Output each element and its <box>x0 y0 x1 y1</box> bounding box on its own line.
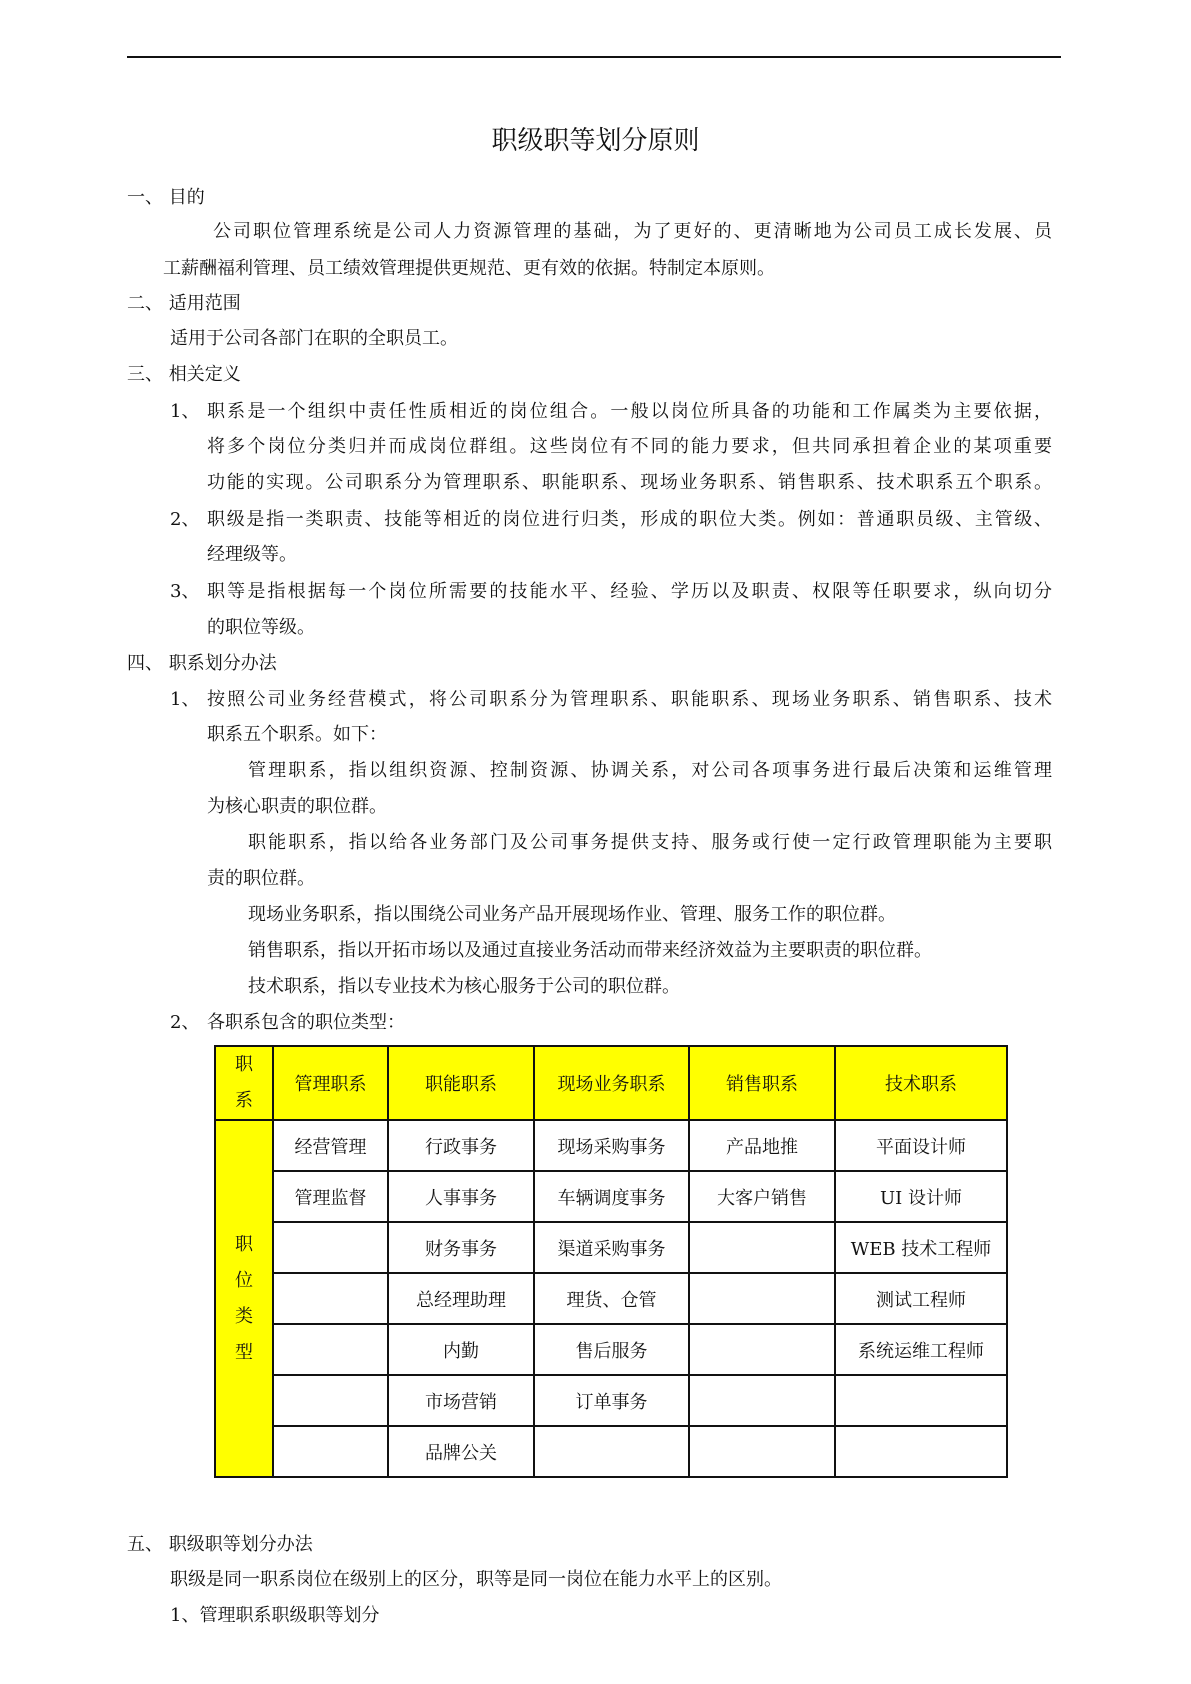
table-cell <box>534 1426 689 1477</box>
section-1-paragraph-line-2: 工薪酬福利管理、员工绩效管理提供更规范、更有效的依据。特制定本原则。 <box>163 258 775 279</box>
table-cell: 财务事务 <box>388 1222 534 1273</box>
table-row <box>215 1222 1007 1273</box>
section-5-item-1: 1、管理职系职级职等划分 <box>170 1605 380 1626</box>
table-cell: 经营管理 <box>273 1120 388 1171</box>
section-2-heading: 二、 适用范围 <box>127 293 241 314</box>
section-3-item-1-line-2: 将多个岗位分类归并而成岗位群组。这些岗位有不同的能力要求，但共同承担着企业的某项重要 <box>207 436 1052 457</box>
page-title: 职级职等划分原则 <box>491 126 700 156</box>
table-cell: 大客户销售 <box>689 1171 835 1222</box>
section-5-heading: 五、 职级职等划分办法 <box>127 1534 313 1555</box>
section-3-item-2-line-2: 经理级等。 <box>207 544 297 565</box>
table-row <box>215 1120 1007 1171</box>
section-2-paragraph: 适用于公司各部门在职的全职员工。 <box>170 328 458 349</box>
section-3-item-1-line-1: 职系是一个组织中责任性质相近的岗位组合。一般以岗位所具备的功能和工作属类为主要依据， <box>207 401 1052 422</box>
table-cell <box>689 1324 835 1375</box>
section-4-definition-sales: 销售职系，指以开拓市场以及通过直接业务活动而带来经济效益为主要职责的职位群。 <box>248 940 932 961</box>
table-row <box>215 1273 1007 1324</box>
table-cell <box>273 1426 388 1477</box>
section-3-item-2-line-1: 职级是指一类职责、技能等相近的岗位进行归类，形成的职位大类。例如：普通职员级、主管级、 <box>207 509 1052 530</box>
table-corner-label: 职 系 <box>235 1054 253 1111</box>
table-cell: 管理监督 <box>273 1171 388 1222</box>
table-cell: 车辆调度事务 <box>534 1171 689 1222</box>
table-cell: 总经理助理 <box>388 1273 534 1324</box>
table-cell: 产品地推 <box>689 1120 835 1171</box>
column-header: 技术职系 <box>835 1046 1007 1120</box>
section-3-heading: 三、 相关定义 <box>127 364 241 385</box>
table-cell: 内勤 <box>388 1324 534 1375</box>
table-cell: 现场采购事务 <box>534 1120 689 1171</box>
section-5-paragraph: 职级是同一职系岗位在级别上的区分，职等是同一岗位在能力水平上的区别。 <box>170 1569 782 1590</box>
table-cell: 测试工程师 <box>835 1273 1007 1324</box>
table-cell <box>273 1222 388 1273</box>
column-header: 职能职系 <box>388 1046 534 1120</box>
column-header: 销售职系 <box>689 1046 835 1120</box>
section-4-item-1-number: 1、 <box>170 689 200 710</box>
table-corner-cell <box>215 1046 273 1120</box>
section-4-item-1-line-2: 职系五个职系。如下： <box>207 724 387 745</box>
table-cell: 理货、仓管 <box>534 1273 689 1324</box>
section-3-item-3-line-2: 的职位等级。 <box>207 617 315 638</box>
section-4-item-2-number: 2、 <box>170 1012 200 1033</box>
job-family-table <box>214 1045 1008 1478</box>
section-1-heading: 一、 目的 <box>127 187 205 208</box>
section-3-item-1-number: 1、 <box>170 401 200 422</box>
table-cell <box>273 1273 388 1324</box>
table-cell: 品牌公关 <box>388 1426 534 1477</box>
table-row <box>215 1426 1007 1477</box>
section-3-item-3-line-1: 职等是指根据每一个岗位所需要的技能水平、经验、学历以及职责、权限等任职要求，纵向切分 <box>207 581 1052 602</box>
table-cell <box>689 1375 835 1426</box>
section-4-definition-functional-line-2: 责的职位群。 <box>207 868 315 889</box>
table-cell: 渠道采购事务 <box>534 1222 689 1273</box>
section-4-definition-functional-line-1: 职能职系，指以给各业务部门及公司事务提供支持、服务或行使一定行政管理职能为主要职 <box>248 832 1052 853</box>
row-header-cell <box>215 1120 273 1477</box>
table-cell: UI 设计师 <box>835 1171 1007 1222</box>
section-3-item-2-number: 2、 <box>170 509 200 530</box>
table-cell: 系统运维工程师 <box>835 1324 1007 1375</box>
table-cell <box>835 1426 1007 1477</box>
section-4-item-1-line-1: 按照公司业务经营模式，将公司职系分为管理职系、职能职系、现场业务职系、销售职系、技术 <box>207 689 1052 710</box>
section-4-heading: 四、 职系划分办法 <box>127 653 277 674</box>
section-4-item-2-line-1: 各职系包含的职位类型： <box>207 1012 405 1033</box>
table-row <box>215 1324 1007 1375</box>
table-cell: 售后服务 <box>534 1324 689 1375</box>
table-cell <box>689 1273 835 1324</box>
table-cell <box>273 1375 388 1426</box>
section-4-definition-technical: 技术职系，指以专业技术为核心服务于公司的职位群。 <box>248 976 680 997</box>
table-cell: 订单事务 <box>534 1375 689 1426</box>
section-4-definition-management-line-2: 为核心职责的职位群。 <box>207 796 387 817</box>
table-cell: 平面设计师 <box>835 1120 1007 1171</box>
column-header: 管理职系 <box>273 1046 388 1120</box>
table-row <box>215 1171 1007 1222</box>
table-header-row <box>215 1046 1007 1120</box>
table-cell <box>689 1222 835 1273</box>
section-4-definition-management-line-1: 管理职系，指以组织资源、控制资源、协调关系，对公司各项事务进行最后决策和运维管理 <box>248 760 1052 781</box>
table-cell: 市场营销 <box>388 1375 534 1426</box>
table-cell: WEB 技术工程师 <box>835 1222 1007 1273</box>
table-cell <box>273 1324 388 1375</box>
section-3-item-1-line-3: 功能的实现。公司职系分为管理职系、职能职系、现场业务职系、销售职系、技术职系五个职系。 <box>207 472 1052 493</box>
table-cell <box>689 1426 835 1477</box>
table-cell: 行政事务 <box>388 1120 534 1171</box>
section-1-paragraph-line-1: 公司职位管理系统是公司人力资源管理的基础，为了更好的、更清晰地为公司员工成长发展、员 <box>213 221 1052 242</box>
column-header: 现场业务职系 <box>534 1046 689 1120</box>
table-row <box>215 1375 1007 1426</box>
header-rule <box>127 56 1061 58</box>
row-header-label: 职 位 类 型 <box>235 1233 253 1363</box>
table-cell: 人事事务 <box>388 1171 534 1222</box>
section-4-definition-field-business: 现场业务职系，指以围绕公司业务产品开展现场作业、管理、服务工作的职位群。 <box>248 904 896 925</box>
table-cell <box>835 1375 1007 1426</box>
section-3-item-3-number: 3、 <box>170 581 200 602</box>
